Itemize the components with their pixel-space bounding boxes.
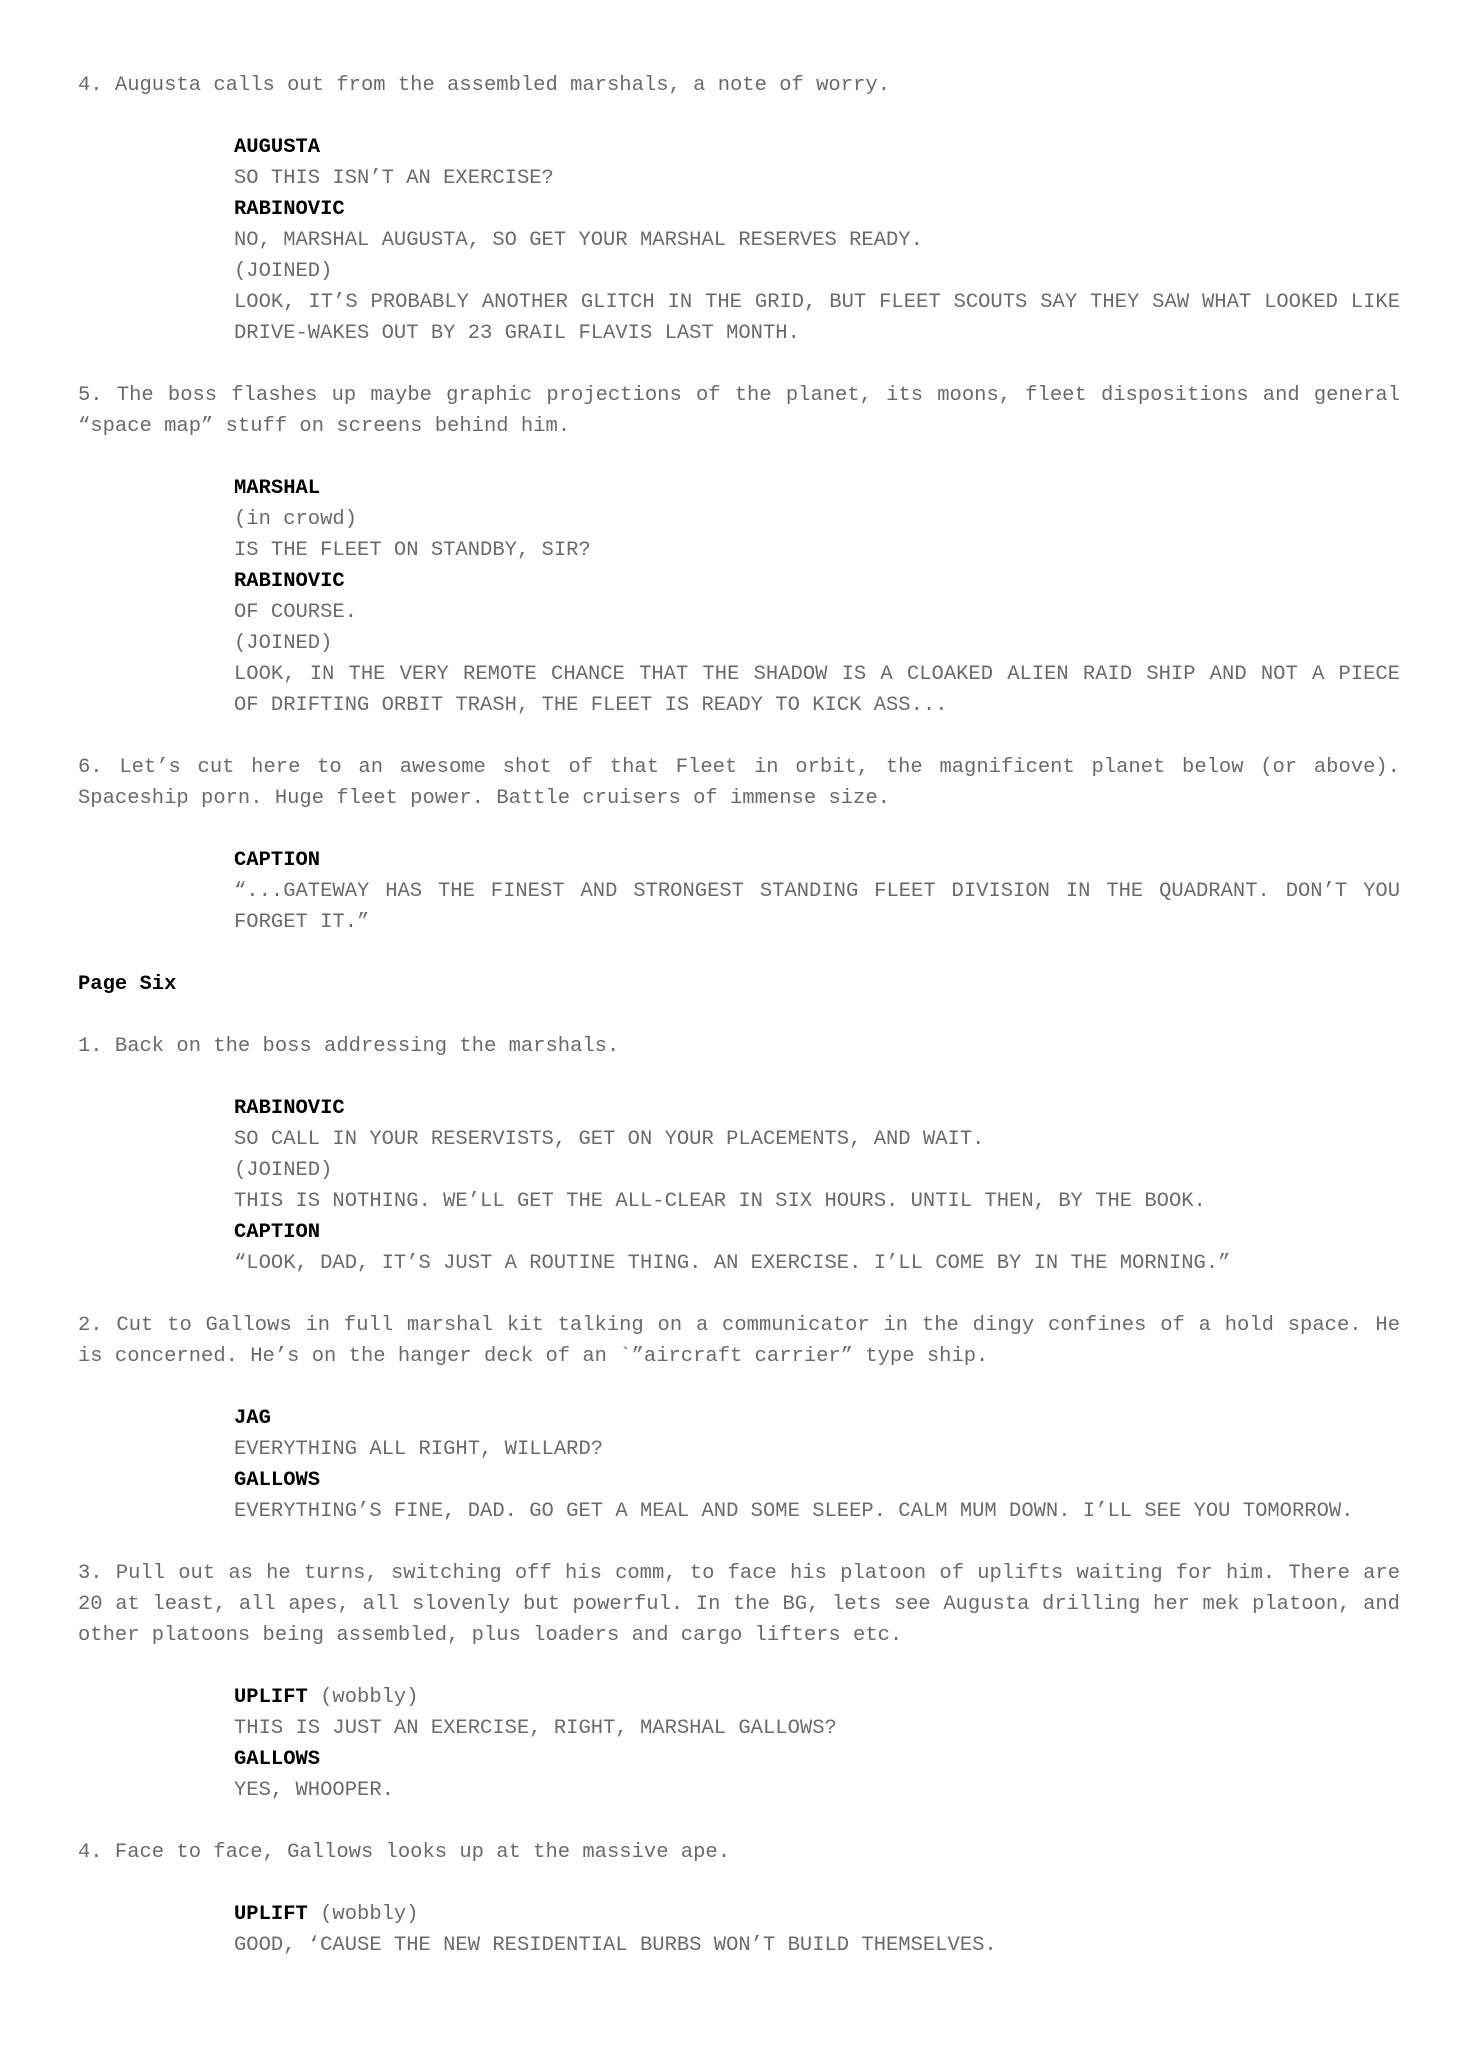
dialogue-line: SO THIS ISN’T AN EXERCISE? [234,167,554,190]
dialogue-line: SO CALL IN YOUR RESERVISTS, GET ON YOUR PLACEMENTS, AND WAIT. [234,1128,985,1151]
dialogue-line: (JOINED) [234,260,333,283]
dialogue-line: EVERYTHING ALL RIGHT, WILLARD? [234,1438,604,1461]
page-heading: Page Six [78,973,177,996]
dialogue-block [234,1899,1400,1961]
dialogue-block [234,1682,1400,1806]
dialogue-line: IS THE FLEET ON STANDBY, SIR? [234,539,591,562]
speaker-name: CAPTION [234,1221,321,1244]
panel-description: 4. Face to face, Gallows looks up at the massive ape. [78,1841,731,1864]
dialogue-line: EVERYTHING’S FINE, DAD. GO GET A MEAL AND SOME SLEEP. CALM MUM DOWN. I’LL SEE YOU TOMORROW. [234,1500,1354,1523]
dialogue-line: (in crowd) [234,508,358,531]
dialogue-block [234,1403,1400,1527]
dialogue-line: NO, MARSHAL AUGUSTA, SO GET YOUR MARSHAL RESERVES READY. [234,229,923,252]
speaker-row [234,194,1400,225]
speaker-name: RABINOVIC [234,1097,345,1120]
speaker-row [234,845,1400,876]
speaker-name: RABINOVIC [234,570,345,593]
dialogue-line: THIS IS JUST AN EXERCISE, RIGHT, MARSHAL GALLOWS? [234,1717,837,1740]
dialogue-line: (JOINED) [234,1159,333,1182]
speaker-row [234,1682,1400,1713]
speaker-name: UPLIFT [234,1686,308,1709]
speaker-row [234,1899,1400,1930]
panel-description: 2. Cut to Gallows in full marshal kit talking on a communicator in the dingy confines of a hold space. He is concerned. He’s on the hanger deck of an `”aircraft carrier” type ship. [78,1314,1400,1368]
speaker-row [234,1403,1400,1434]
panel-description: 4. Augusta calls out from the assembled marshals, a note of worry. [78,74,890,97]
speaker-name: UPLIFT [234,1903,308,1926]
dialogue-line: GOOD, ‘CAUSE THE NEW RESIDENTIAL BURBS WON’T BUILD THEMSELVES. [234,1934,997,1957]
dialogue-block [234,845,1400,938]
dialogue-block [234,132,1400,349]
speaker-row [234,473,1400,504]
dialogue-line: “...GATEWAY HAS THE FINEST AND STRONGEST STANDING FLEET DIVISION IN THE QUADRANT. DON’T YOU FORGET IT.” [234,880,1400,934]
speaker-row [234,1217,1400,1248]
speaker-name: MARSHAL [234,477,321,500]
speaker-row [234,132,1400,163]
panel-description: 5. The boss flashes up maybe graphic projections of the planet, its moons, fleet dispositions and general “space map” stuff on screens behind him. [78,384,1400,438]
speaker-row [234,1093,1400,1124]
speaker-name: RABINOVIC [234,198,345,221]
speaker-row [234,566,1400,597]
panel-description: 3. Pull out as he turns, switching off his comm, to face his platoon of uplifts waiting for him. There are 20 at least, all apes, all slovenly but powerful. In the BG, lets see Augusta drilling her mek platoon, and other platoons being assembled, plus loaders and cargo lifters etc. [78,1562,1400,1647]
dialogue-block [234,1093,1400,1279]
speaker-name: AUGUSTA [234,136,321,159]
speaker-name: JAG [234,1407,271,1430]
dialogue-line: LOOK, IT’S PROBABLY ANOTHER GLITCH IN THE GRID, BUT FLEET SCOUTS SAY THEY SAW WHAT LOOKED LIKE DRIVE-WAKES OUT BY 23 GRAIL FLAVIS LAST MONTH. [234,291,1400,345]
speaker-row [234,1465,1400,1496]
dialogue-line: LOOK, IN THE VERY REMOTE CHANCE THAT THE SHADOW IS A CLOAKED ALIEN RAID SHIP AND NOT A PIECE OF DRIFTING ORBIT TRASH, THE FLEET IS READY TO KICK ASS... [234,663,1400,717]
dialogue-block [234,473,1400,721]
panel-description: 6. Let’s cut here to an awesome shot of that Fleet in orbit, the magnificent planet below (or above). Spaceship porn. Huge fleet power. Battle cruisers of immense size. [78,756,1400,810]
speaker-name: GALLOWS [234,1469,321,1492]
dialogue-line: (JOINED) [234,632,333,655]
dialogue-line: “LOOK, DAD, IT’S JUST A ROUTINE THING. AN EXERCISE. I’LL COME BY IN THE MORNING.” [234,1252,1231,1275]
dialogue-line: OF COURSE. [234,601,358,624]
speaker-row [234,1744,1400,1775]
dialogue-line: THIS IS NOTHING. WE’LL GET THE ALL-CLEAR IN SIX HOURS. UNTIL THEN, BY THE BOOK. [234,1190,1206,1213]
speaker-name: CAPTION [234,849,321,872]
speaker-modifier: (wobbly) [320,1686,419,1709]
panel-description: 1. Back on the boss addressing the marshals. [78,1035,620,1058]
dialogue-line: YES, WHOOPER. [234,1779,394,1802]
speaker-modifier: (wobbly) [320,1903,419,1926]
speaker-name: GALLOWS [234,1748,321,1771]
